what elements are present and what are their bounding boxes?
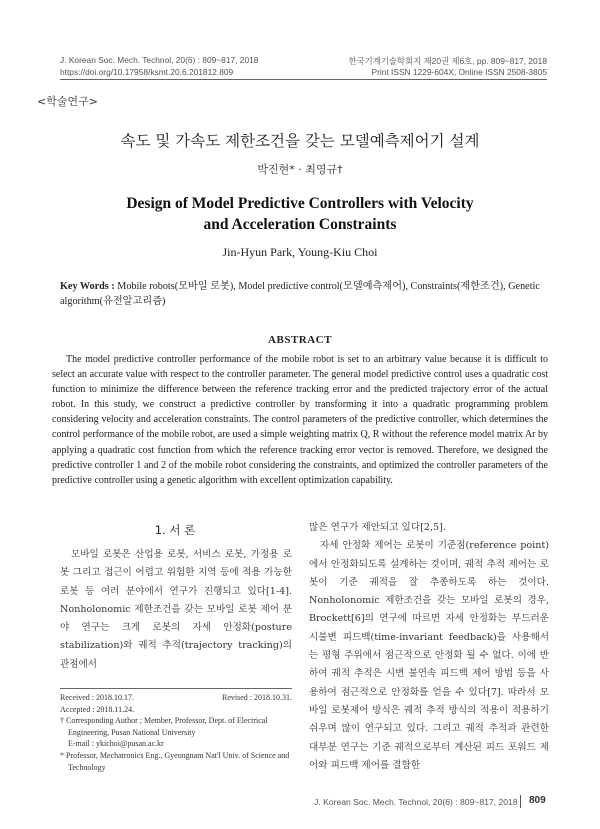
keywords-label: Key Words : (60, 281, 115, 292)
right-column-paragraph-2: 자세 안정화 제어는 로봇이 기준점(reference point)에서 안정화되도록 설계하는 것이며, 궤적 추적 제어는 로봇이 기준 궤적을 잘 추종하도록 하는 것이다. Nonholonomic 제한조건을 갖는 모바일 로봇의 경우, Brockett[6]의 연구에 따르면 자세 안정화는 부드러운 시불변 피드백(time-invariant feedback)을 사용해서는 평형 주위에서 점근적으로 안정화 될 수 없다. 이에 반하여 궤적 추적은 시변 불연속 피드백 제어 방법 등을 사용하여 점근적으로 안정화를 얻을 수 있다[7]. 따라서 모바일 로봇제어 방식은 궤적 추적 방식의 적용이 적용하기 쉬우며 많이 연구되고 있다. 그리고 궤적 추적과 관련한 대부분 연구는 기준 궤적으로부터 계산된 피드 포워드 제어와 피드백 제어를 결합한 (309, 540, 549, 771)
accepted-date: Accepted : 2018.11.24. (60, 704, 135, 714)
revised-date: Revised : 2018.10.31. (222, 693, 292, 702)
issn-info: Print ISSN 1229-604X, Online ISSN 2508-3805 (371, 67, 547, 77)
section-tag: <학술연구> (37, 95, 98, 108)
keywords-text: Mobile robots(모바일 로봇), Model predictive control(모델예측제어), Constraints(제한조건), Genetic algorithm(유전알고리즘) (60, 281, 540, 307)
introduction-paragraph-1: 모바일 로봇은 산업용 로봇, 서비스 로봇, 가정용 로봇 그리고 접근이 어렵고 위험한 지역 등에 적용 가능한 로봇 등 여러 분야에서 연구가 진행되고 있다[1-4]. Nonholonomic 제한조건을 갖는 모바일 로봇 제어 분야 연구는 크게 로봇의 자세 안정화(posture stabilization)와 궤적 추적(trajectory tracking)의 관점에서 (60, 549, 292, 670)
header-rule (60, 79, 547, 80)
title-line-2: and Acceleration Constraints (203, 216, 397, 233)
introduction-left-column (60, 546, 292, 674)
journal-citation-korean: 한국기계기술학회지 제20권 제6호, pp. 809~817, 2018 (348, 56, 547, 66)
footnotes (60, 692, 292, 773)
section-heading-introduction: 1. 서 론 (154, 523, 196, 537)
journal-citation-header: J. Korean Soc. Mech. Technol, 20(6) : 809~817, 2018 (60, 55, 259, 65)
footer-citation: J. Korean Soc. Mech. Technol, 20(6) : 809~817, 2018 (314, 797, 518, 807)
footer-divider (520, 795, 521, 808)
abstract-heading: ABSTRACT (268, 334, 332, 346)
authors-english: Jin-Hyun Park, Young-Kiu Choi (222, 245, 378, 259)
corresponding-author-note: † Corresponding Author ; Member, Professor, Dept. of Electrical Engineering, Pusan National University (60, 716, 268, 737)
paper-title-english (0, 193, 600, 235)
author-email: E-mail : ykichoi@pusan.ac.kr (68, 739, 164, 749)
authors-korean: 박진현* · 최영규† (257, 163, 343, 176)
footnote-rule (60, 688, 292, 689)
abstract-text: The model predictive controller performance of the mobile robot is set to an arbitrary value because it is difficult to select an accurate value with respect to the controller parameter. The general model predictive control uses a quadratic cost function to minimize the difference between the reference tracking error and the predicted trajectory error of the actual robot. In this study, we construct a predictive controller by transforming it into a quadratic programming problem considering velocity and acceleration constraints. The control parameters of the predictive controller, which determines the control performance of the mobile robot, are used a simple weighting matrix Q, R without the reference model matrix Ar by applying a quadratic cost function from which the reference tracking error vector is removed. Therefore, we designed the predictive controller 1 and 2 of the mobile robot considering the constraints, and optimized the controller parameters of the predictive controller using a genetic algorithm with excellent optimization capability. (52, 354, 548, 486)
affiliation-note: * Professor, Mechatronics Eng., Gyeongnam Nat'l Univ. of Science and Technology (60, 750, 290, 772)
title-line-1: Design of Model Predictive Controllers with Velocity (126, 195, 474, 212)
paper-title-korean: 속도 및 가속도 제한조건을 갖는 모델예측제어기 설계 (120, 132, 480, 150)
received-date: Received : 2018.10.17. (60, 693, 134, 702)
introduction-right-column (309, 519, 549, 775)
right-column-paragraph-1: 많은 연구가 제안되고 있다[2,5]. (309, 522, 446, 533)
page-number: 809 (529, 795, 546, 806)
keywords-block (60, 279, 547, 309)
doi-link[interactable]: https://doi.org/10.17958/ksmt.20.6.201812.809 (60, 67, 234, 77)
